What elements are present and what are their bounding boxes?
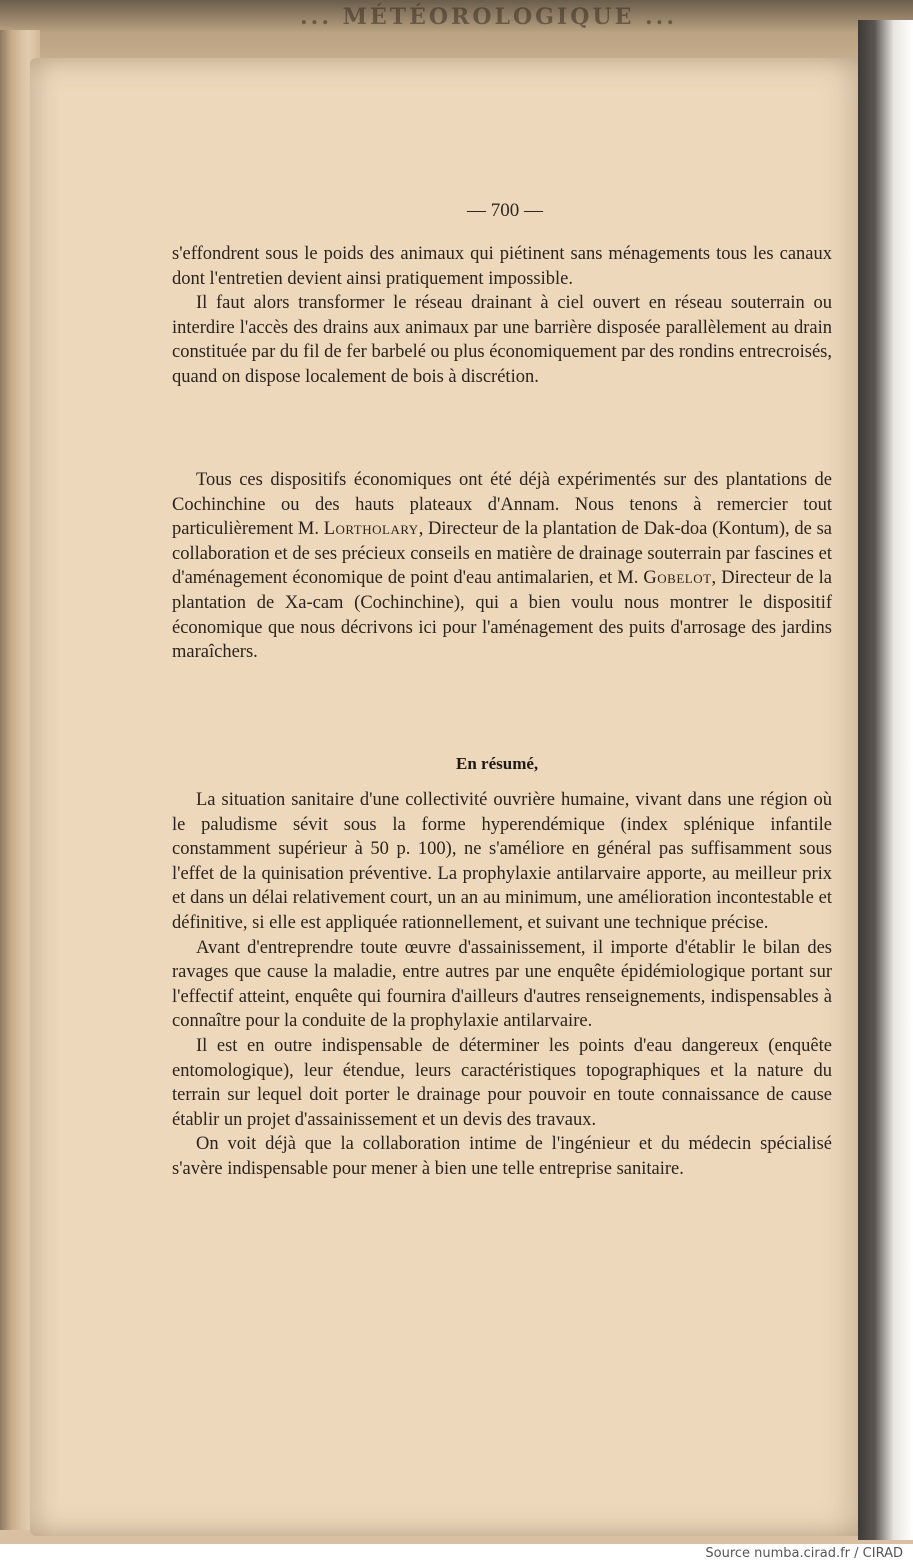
text-block-summary	[172, 788, 832, 1182]
paragraph: La situation sanitaire d'une collectivité ouvrière humaine, vivant dans une région où le paludisme sévit sous la forme hyperendémique (index splénique infantile constamment supérieur à 50 p. 100), ne s'améliore en général pas suffisamment sous l'effet de la quinisation préventive. La prophylaxie antilarvaire apporte, au meilleur prix et dans un délai relativement court, un an au minimum, une amélioration incontestable et définitive, si elle est appliquée rationnellement, et suivant une technique précise.	[172, 790, 832, 933]
paragraph: s'effondrent sous le poids des animaux qui piétinent sans ménagements tous les canaux dont l'entretien devient ainsi pratiquement impossible.	[172, 244, 832, 289]
source-credit: Source numba.cirad.fr / CIRAD	[705, 1546, 903, 1561]
text-span: , Directeur de la plantation de Xa-cam (Cochinchine), qui a bien voulu nous montrer le dispositif économique que nous décrivons ici pour l'aménagement des puits d'arrosage des jardins maraîchers.	[172, 568, 832, 663]
paragraph-thanks	[172, 468, 832, 665]
text-span: Tous ces dispositifs économiques ont été déjà expérimentés sur des plantations de Cochinchine ou des hauts plateaux d'Annam. Nous tenons à remercier tout particulièrement M.	[172, 470, 832, 540]
person-name: Gobelot	[643, 568, 712, 589]
text-span: , Directeur de la plantation de Dak-doa (Kontum), de sa collaboration et de ses précieux conseils en matière de drainage souterrain par fascines et d'aménagement économique de point d'eau antimalarien, et M.	[172, 519, 832, 589]
paragraph: Il est en outre indispensable de déterminer les points d'eau dangereux (enquête entomologique), leur étendue, leurs caractéristiques topographiques et la nature du terrain sur lequel doit porter le drainage pour pouvoir en toute connaissance de cause établir un projet d'assainissement et un devis des travaux.	[172, 1035, 832, 1130]
paragraph: On voit déjà que la collaboration intime de l'ingénieur et du médecin spécialisé s'avère indispensable pour mener à bien une telle entreprise sanitaire.	[172, 1134, 832, 1179]
paragraph: Avant d'entreprendre toute œuvre d'assainissement, il importe d'établir le bilan des ravages que cause la maladie, entre autres par une enquête épidémiologique portant sur l'effectif atteint, enquête qui fournira d'ailleurs d'autres renseignements, indispensables à connaître pour la conduite de la prophylaxie antilarvaire.	[172, 937, 832, 1032]
text-block-top	[172, 242, 832, 390]
page-number: — 700 —	[467, 200, 543, 221]
book-gutter-shadow	[858, 20, 913, 1540]
paragraph: Il faut alors transformer le réseau drainant à ciel ouvert en réseau souterrain ou interdire l'accès des drains aux animaux par une barrière disposée parallèlement au drain constituée par du fil de fer barbelé ou plus économiquement par des rondins entrecroisés, quand on dispose localement de bois à discrétion.	[172, 293, 832, 387]
text-block-thanks	[172, 468, 832, 665]
running-title: ... MÉTÉOROLOGIQUE ...	[300, 4, 677, 30]
section-heading: En résumé,	[456, 754, 539, 773]
person-name: Lortholary	[323, 519, 419, 540]
